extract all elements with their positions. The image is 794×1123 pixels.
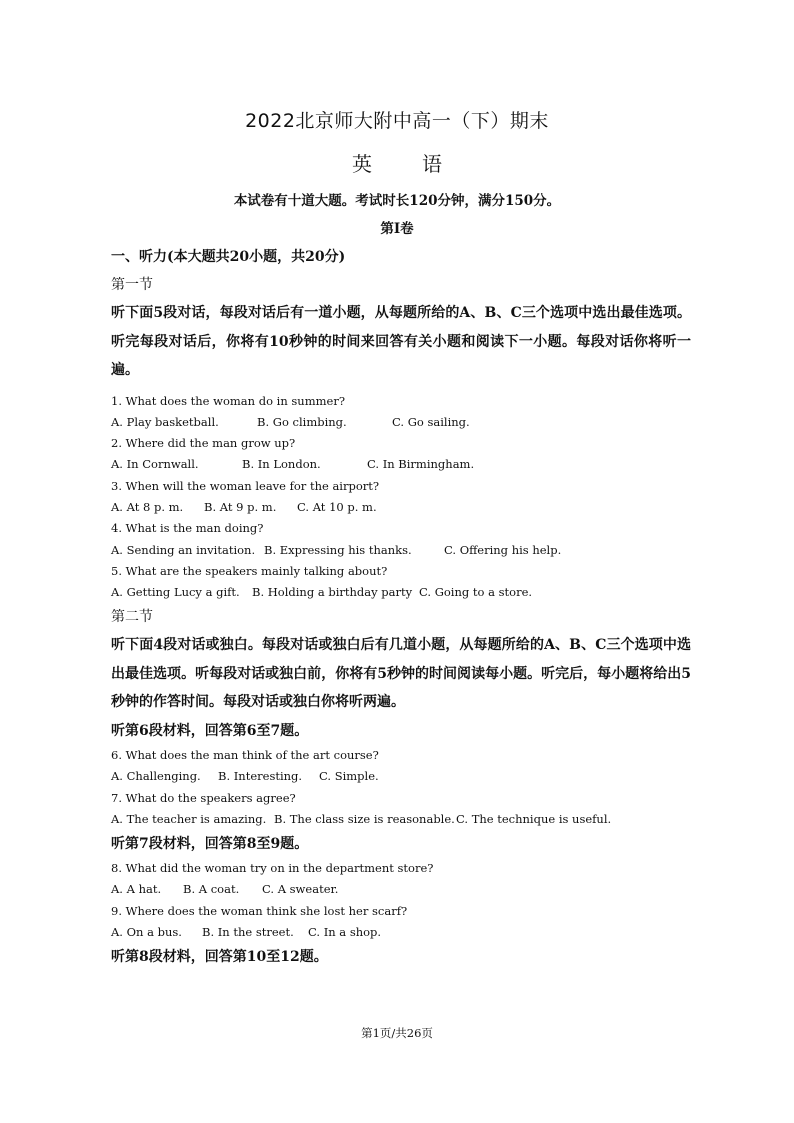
question-9: 9. Where does the woman think she lost her scarf? [111,903,408,918]
question-8: 8. What did the woman try on in the department store? [111,861,434,876]
option-9b: B. In the street. [202,925,294,940]
section2-instructions: 听下面4段对话或独白。每段对话或独白后有几道小题，从每题所给的A、B、C三个选项中选出最佳选项。听每段对话或独白前，你将有5秒钟的时间阅读每小题。听完后，每小题将给出5秒钟的作答时间。每段对话或独白你将听两遍。 [111,637,691,711]
exam-info: 本试卷有十道大题。考试时长120分钟，满分150分。 [233,193,561,209]
page-number: 第1页/共26页 [361,1026,433,1040]
option-8b: B. A coat. [183,882,240,897]
option-6c: C. Simple. [319,769,379,784]
options-1 [111,412,691,433]
option-3c: C. At 10 p. m. [297,499,377,514]
volume-label: 第I卷 [380,221,414,237]
subject-char-2: 语 [422,152,442,176]
question-3: 3. When will the woman leave for the airport? [111,478,380,493]
option-3a: A. At 8 p. m. [111,499,184,514]
section1-instructions: 听下面5段对话，每段对话后有一道小题，从每题所给的A、B、C三个选项中选出最佳选项。听完每段对话后，你将有10秒钟的时间来回答有关小题和阅读下一小题。每段对话你将听一遍。 [111,305,691,378]
option-9a: A. On a bus. [111,925,182,940]
option-8a: A. A hat. [111,882,162,897]
section1-heading: 第一节 [111,277,153,293]
option-6b: B. Interesting. [218,769,303,784]
options-6 [111,766,691,787]
question-6: 6. What does the man think of the art course? [111,747,379,762]
question-7: 7. What do the speakers agree? [111,790,296,805]
option-5b: B. Holding a birthday party [252,585,413,600]
option-4b: B. Expressing his thanks. [264,542,412,557]
group8-heading: 听第8段材料，回答第10至12题。 [111,949,328,966]
options-2 [111,454,691,475]
option-5c: C. Going to a store. [419,585,533,600]
option-1b: B. Go climbing. [257,414,347,429]
option-2b: B. In London. [242,457,321,472]
section2-heading: 第二节 [111,609,153,626]
option-2a: A. In Cornwall. [111,457,199,472]
options-9 [111,922,691,943]
option-4a: A. Sending an invitation. [111,542,256,557]
option-7c: C. The technique is useful. [456,811,612,826]
option-3b: B. At 9 p. m. [204,499,277,514]
subject-title [0,148,794,177]
options-8 [111,879,691,900]
question-1: 1. What does the woman do in summer? [111,393,345,408]
group6-heading: 听第6段材料，回答第6至7题。 [111,722,309,739]
option-2c: C. In Birmingham. [367,457,475,472]
question-2: 2. Where did the man grow up? [111,436,296,451]
option-4c: C. Offering his help. [444,542,562,557]
option-1a: A. Play basketball. [111,414,219,429]
subject-char-1: 英 [352,152,372,176]
options-3 [111,497,691,518]
option-9c: C. In a shop. [308,925,382,940]
option-8c: C. A sweater. [262,882,339,897]
options-5 [111,582,691,603]
question-5: 5. What are the speakers mainly talking about? [111,563,388,578]
exam-body [111,243,691,971]
question-4: 4. What is the man doing? [111,521,264,536]
part1-heading: 一、听力(本大题共20小题，共20分) [111,249,346,265]
option-1c: C. Go sailing. [392,414,470,429]
option-7a: A. The teacher is amazing. [111,811,267,826]
option-5a: A. Getting Lucy a gift. [111,585,240,600]
option-6a: A. Challenging. [111,769,201,784]
options-4 [111,540,691,561]
group7-heading: 听第7段材料，回答第8至9题。 [111,836,309,853]
options-7 [111,809,691,830]
exam-title: 2022北京师大附中高一（下）期末 [245,110,549,132]
option-7b: B. The class size is reasonable. [274,811,455,826]
